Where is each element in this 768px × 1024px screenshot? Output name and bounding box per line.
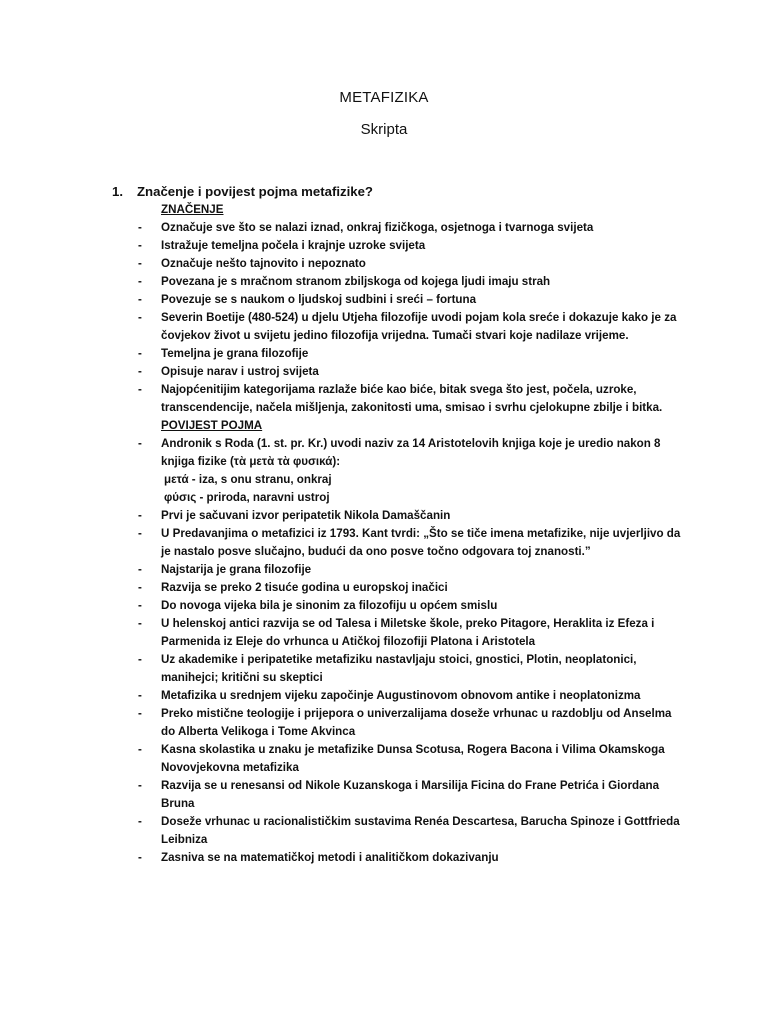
bullet-dash: - [138, 239, 142, 252]
bullet-dash: - [138, 689, 142, 702]
list-item-text: Kasna skolastika u znaku je metafizike Dunsa Scotusa, Rogera Bacona i Vilima Okamskoga Novovjekovna metafizika [161, 743, 665, 774]
list-item-text: Andronik s Roda (1. st. pr. Kr.) uvodi naziv za 14 Aristotelovih knjiga koje je uredio nakon 8 knjiga fizike (τὰ μετὰ τὰ φυσικά): [161, 437, 661, 468]
list-item-text: Povezana je s mračnom stranom zbiljskoga od kojega ljudi imaju strah [161, 275, 551, 288]
list-item-text: Istražuje temeljna počela i krajnje uzroke svijeta [161, 239, 426, 252]
question-text: Značenje i povijest pojma metafizike? [137, 184, 373, 199]
list-item [112, 615, 687, 651]
bullet-dash: - [138, 527, 142, 540]
list-item [112, 381, 687, 417]
list-item-text: Razvija se u renesansi od Nikole Kuzanskoga i Marsilija Ficina do Frane Petrića i Giordana Bruna [161, 779, 660, 810]
bullet-dash: - [138, 653, 142, 666]
list-item-text: Severin Boetije (480-524) u djelu Utjeha filozofije uvodi pojam kola sreće i dokazuje kako je za čovjekov život u svijetu jedino filozofija vrijedna. Tumači stvari koje nadilaze vrijeme. [161, 311, 677, 342]
list-item [112, 651, 687, 687]
list-item-text: Označuje sve što se nalazi iznad, onkraj fizičkoga, osjetnoga i tvarnoga svijeta [161, 221, 594, 234]
list-item [112, 255, 687, 273]
bullet-dash: - [138, 383, 142, 396]
bullet-dash: - [138, 851, 142, 864]
list-item-text: Opisuje narav i ustroj svijeta [161, 365, 319, 378]
list-item-text: Uz akademike i peripatetike metafiziku nastavljaju stoici, gnostici, Plotin, neoplatonici, manihejci; kritični su skeptici [161, 653, 637, 684]
bullet-dash: - [138, 275, 142, 288]
list-item [112, 525, 687, 561]
list-item-text: Doseže vrhunac u racionalističkim sustavima Renéa Descartesa, Barucha Spinoze i Gottfrieda Leibniza [161, 815, 680, 846]
list-item [112, 309, 687, 345]
meaning-list [112, 219, 687, 417]
list-item [112, 813, 687, 849]
bullet-dash: - [138, 581, 142, 594]
list-item-text: U helenskoj antici razvija se od Talesa i Miletske škole, preko Pitagore, Heraklita iz Efeza i Parmenida iz Eleje do vrhunca u Atičkoj filozofiji Platona i Aristotela [161, 617, 655, 648]
question-number: 1. [112, 184, 123, 199]
list-item-text: Do novoga vijeka bila je sinonim za filozofiju u općem smislu [161, 599, 498, 612]
list-item [112, 345, 687, 363]
list-item [112, 561, 687, 579]
greek-term-line: φύσις - priroda, naravni ustroj [164, 491, 330, 504]
bullet-dash: - [138, 347, 142, 360]
list-item-text: Temeljna je grana filozofije [161, 347, 309, 360]
list-item-text: Zasniva se na matematičkoj metodi i analitičkom dokazivanju [161, 851, 499, 864]
list-item-text: Označuje nešto tajnovito i nepoznato [161, 257, 366, 270]
page-title: METAFIZIKA [339, 89, 429, 106]
list-item-text: Povezuje se s naukom o ljudskoj sudbini i sreći – fortuna [161, 293, 477, 306]
list-item [112, 777, 687, 813]
bullet-dash: - [138, 815, 142, 828]
bullet-dash: - [138, 779, 142, 792]
history-list [112, 507, 687, 867]
document-content [112, 183, 687, 867]
bullet-dash: - [138, 743, 142, 756]
list-item [112, 273, 687, 291]
page-subtitle: Skripta [360, 121, 408, 138]
list-item [112, 849, 687, 867]
list-item [112, 705, 687, 741]
list-item [112, 597, 687, 615]
list-item [112, 435, 687, 471]
bullet-dash: - [138, 707, 142, 720]
list-item [112, 507, 687, 525]
list-item [112, 219, 687, 237]
list-item [112, 363, 687, 381]
list-item [112, 291, 687, 309]
bullet-dash: - [138, 311, 142, 324]
bullet-dash: - [138, 221, 142, 234]
bullet-dash: - [138, 563, 142, 576]
list-item [112, 579, 687, 597]
list-item [112, 237, 687, 255]
list-item-text: Preko mistične teologije i prijepora o univerzalijama doseže vrhunac u razdoblju od Anselma do Alberta Velikoga i Tome Akvinca [161, 707, 672, 738]
list-item-text: Razvija se preko 2 tisuće godina u europskoj inačici [161, 581, 448, 594]
list-item-text: U Predavanjima o metafizici iz 1793. Kant tvrdi: „Što se tiče imena metafizike, nije uvjerljivo da je nastalo posve slučajno, budući da ono posve točno odgovara toj znanosti.” [161, 527, 681, 558]
bullet-dash: - [138, 293, 142, 306]
section-heading-history: POVIJEST POJMA [161, 419, 263, 432]
section-heading-meaning: ZNAČENJE [161, 203, 224, 216]
list-item-text: Metafizika u srednjem vijeku započinje Augustinovom obnovom antike i neoplatonizma [161, 689, 641, 702]
bullet-dash: - [138, 257, 142, 270]
list-item-text: Najstarija je grana filozofije [161, 563, 312, 576]
bullet-dash: - [138, 365, 142, 378]
bullet-dash: - [138, 437, 142, 450]
question-heading [112, 183, 687, 201]
bullet-dash: - [138, 599, 142, 612]
list-item [112, 741, 687, 777]
list-item-text: Prvi je sačuvani izvor peripatetik Nikola Damaščanin [161, 509, 451, 522]
bullet-dash: - [138, 509, 142, 522]
greek-term-line: μετά - iza, s onu stranu, onkraj [164, 473, 332, 486]
list-item [112, 687, 687, 705]
list-item-text: Najopćenitijim kategorijama razlaže biće kao biće, bitak svega što jest, počela, uzroke, transcendencije, načela mišljenja, zakonitosti uma, smisao i svrhu cjelokupne zbilje i bitka. [161, 383, 663, 414]
bullet-dash: - [138, 617, 142, 630]
